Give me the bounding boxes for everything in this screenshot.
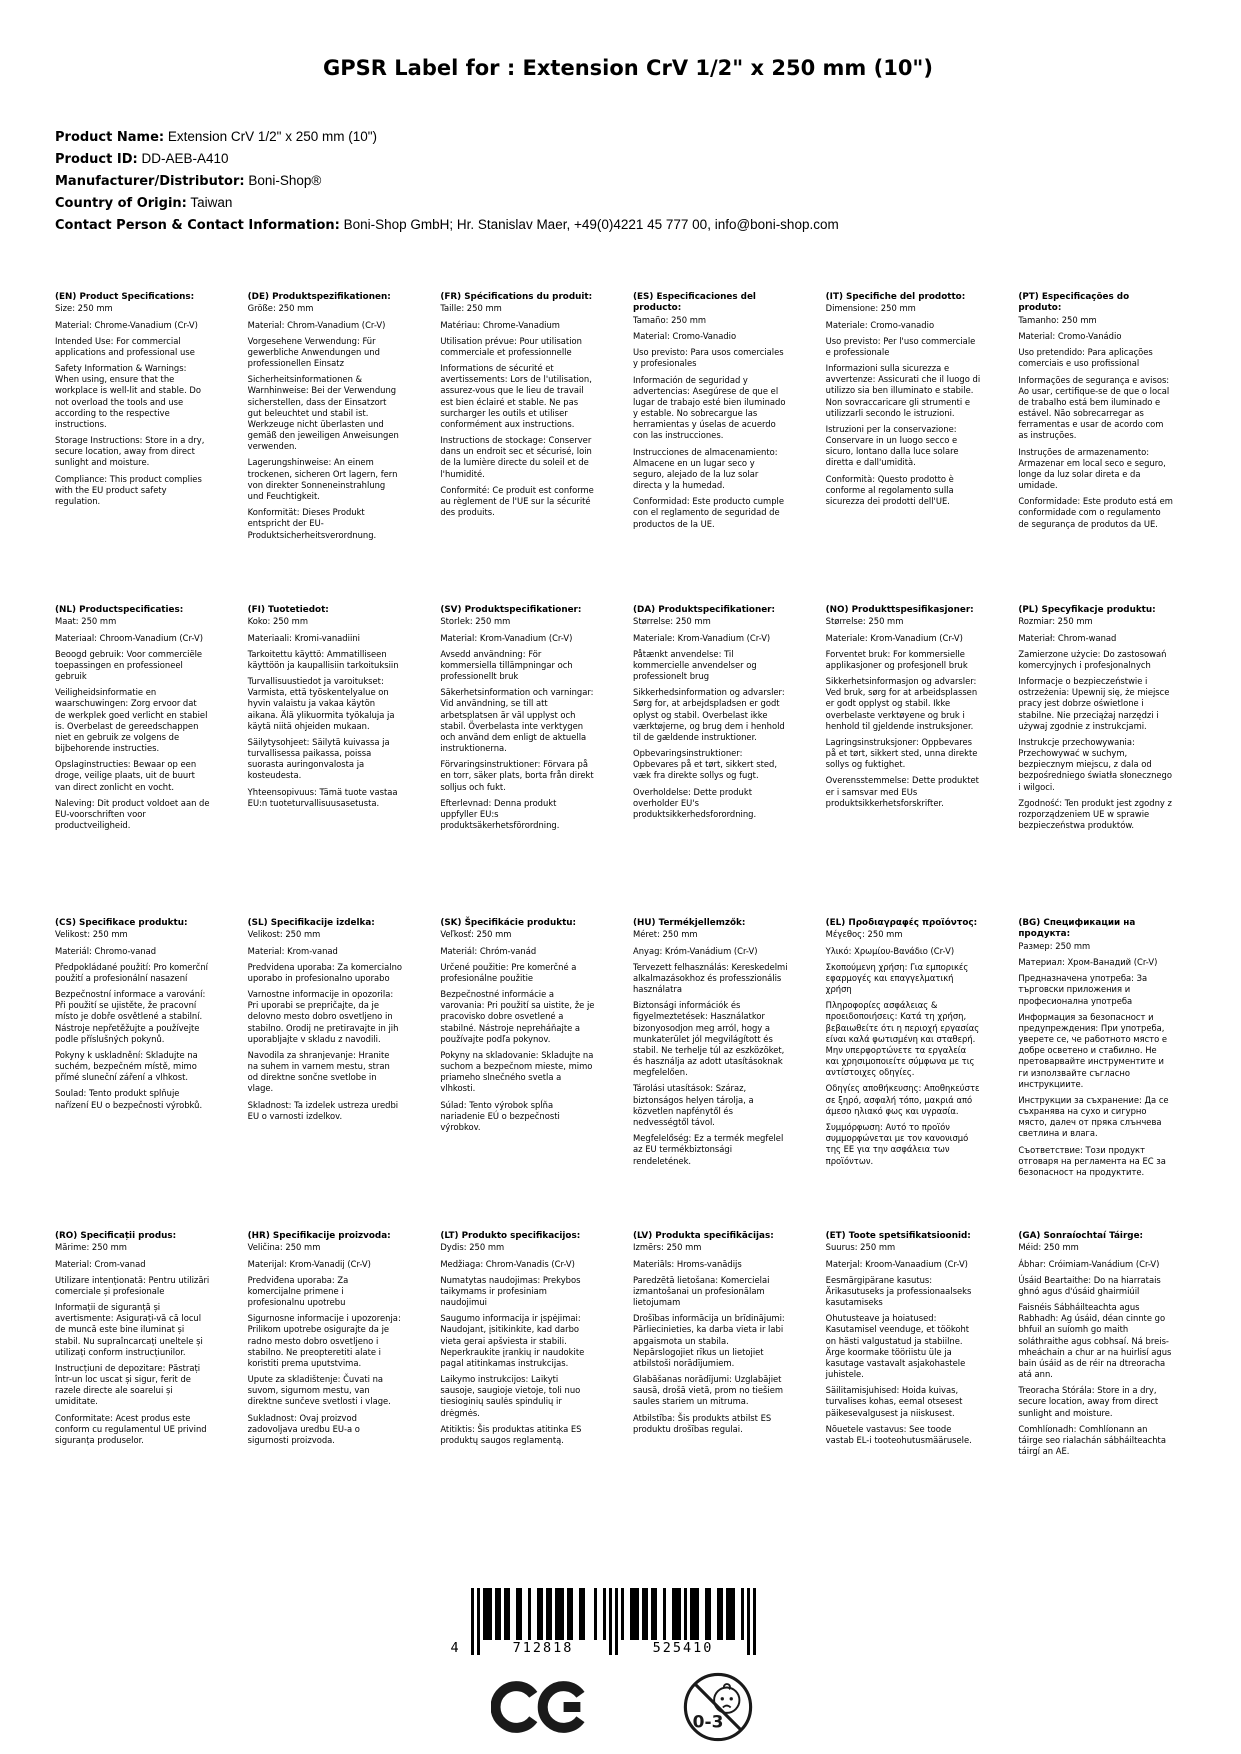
lang-block-lt — [440, 1231, 623, 1544]
lang-block-heading: (BG) Спецификации на продукта: — [1018, 918, 1136, 940]
spec-paragraph: Pokyny k uskladnění: Skladujte na suchém, bezpečném místě, mimo přímé sluneční záření a vlhkost. — [55, 1049, 198, 1083]
product-info-label: Manufacturer/Distributor: — [55, 174, 245, 189]
spec-paragraph: Storlek: 250 mm — [440, 616, 511, 627]
spec-paragraph: Material: Krom-vanad — [247, 945, 338, 956]
product-info-row — [55, 170, 1201, 192]
barcode-digit-left: 4 — [450, 1640, 461, 1656]
spec-paragraph: Súlad: Tento výrobok spĺňa nariadenie EÚ o bezpečnosti výrobkov. — [440, 1099, 560, 1132]
product-info-value: Extension CrV 1/2" x 250 mm (10") — [164, 129, 378, 144]
spec-paragraph: Información de seguridad y advertencias: Asegúrese de que el lugar de trabajo esté bien iluminado y estable. No sobrecargue las herramientas y úselas de acuerdo con las instrucciones. — [633, 374, 786, 441]
lang-block-heading: (SV) Produktspecifikationer: — [440, 605, 582, 615]
lang-block-en — [55, 292, 238, 605]
spec-paragraph: Σκοπούμενη χρήση: Για εμπορικές εφαρμογές και επαγγελματική χρήση — [825, 961, 969, 995]
lang-block-hr — [248, 1231, 431, 1544]
spec-paragraph: Overholdelse: Dette produkt overholder EU's produktsikkerhedsforordning. — [633, 786, 757, 819]
spec-paragraph: Upute za skladištenje: Čuvati na suvom, sigurnom mestu, van direktne sunčeve svetlosti i vlage. — [247, 1374, 391, 1407]
spec-paragraph: Informacje o bezpieczeństwie i ostrzeżenia: Upewnij się, że miejsce pracy jest dobrze oświetlone i stabilne. Nie przeciążaj narzędzi i używaj zgodnie z instrukcjami. — [1018, 676, 1170, 731]
product-info-row — [55, 126, 1201, 148]
spec-paragraph: Съответствие: Този продукт отговаря на регламента на ЕС за безопасност на продуктите. — [1018, 1144, 1166, 1177]
spec-paragraph: Tamaño: 250 mm — [633, 314, 707, 325]
spec-paragraph: Turvallisuustiedot ja varoitukset: Varmista, että työskentelyalue on hyvin valaistu ja vakaa käytön aikana. Älä ylikuormita työkaluja ja käytä niitä ohjeiden mukaan. — [247, 676, 395, 731]
spec-paragraph: Předpokládané použití: Pro komerční použití a profesionální nasazení — [55, 961, 208, 983]
spec-paragraph: Mărime: 250 mm — [55, 1242, 127, 1253]
barcode — [450, 1588, 756, 1658]
lang-block-de — [248, 292, 431, 605]
lang-block-sv — [440, 605, 623, 918]
spec-paragraph: Utilisation prévue: Pour utilisation commerciale et professionnelle — [440, 335, 582, 357]
spec-paragraph: Medžiaga: Chrom-Vanadis (Cr-V) — [440, 1258, 575, 1269]
product-info-row — [55, 214, 1201, 236]
spec-paragraph: Størrelse: 250 mm — [633, 616, 711, 627]
spec-paragraph: Veličina: 250 mm — [247, 1242, 321, 1253]
spec-paragraph: Varnostne informacije in opozorila: Pri uporabi se prepričajte, da je delovno mesto dobro osvetljeno in stabilno. Orodij ne pretiravajte in jih uporabljajte v skladu z navodili. — [247, 989, 399, 1044]
spec-paragraph: Materiał: Chrom-wanad — [1018, 632, 1117, 643]
lang-block-sk — [440, 918, 623, 1231]
lang-block-heading: (FR) Spécifications du produit: — [440, 292, 593, 302]
lang-block-no — [826, 605, 1009, 918]
spec-paragraph: Materiale: Krom-Vanadium (Cr-V) — [825, 632, 963, 643]
age-warning-icon — [681, 1670, 755, 1744]
spec-paragraph: Intended Use: For commercial applications and professional use — [55, 335, 195, 357]
spec-paragraph: Material: Cromo-Vanadio — [633, 331, 737, 342]
lang-block-heading: (HU) Termékjellemzők: — [633, 918, 746, 928]
spec-paragraph: Μέγεθος: 250 mm — [825, 929, 903, 940]
age-warning-text: 0-3 — [692, 1712, 724, 1733]
spec-paragraph: Materjal: Kroom-Vanaadium (Cr-V) — [825, 1258, 968, 1269]
product-info-label: Product ID: — [55, 152, 138, 167]
spec-paragraph: Matériau: Chrome-Vanadium — [440, 319, 560, 330]
spec-paragraph: Úsáid Beartaithe: Do na hiarratais ghnó agus d'úsáid ghairmiúil — [1018, 1274, 1161, 1296]
spec-paragraph: Instrukcje przechowywania: Przechowywać w suchym, bezpiecznym miejscu, z dala od bezpośredniego światła słonecznego i wilgoci. — [1018, 736, 1172, 792]
spec-paragraph: Dydis: 250 mm — [440, 1242, 505, 1253]
product-info-value: DD-AEB-A410 — [137, 151, 229, 166]
lang-block-hu — [633, 918, 816, 1231]
footer — [55, 1588, 1201, 1744]
symbols-row — [491, 1670, 755, 1744]
spec-paragraph: Eesmärgipärane kasutus: Ärikasutuseks ja professionaalseks kasutamiseks — [825, 1274, 972, 1308]
spec-paragraph: Predviđena uporaba: Za komercijalne primene i profesionalnu upotrebu — [247, 1274, 349, 1308]
lang-block-el — [826, 918, 1009, 1231]
spec-paragraph: Πληροφορίες ασφάλειας & προειδοποιήσεις: Κατά τη χρήση, βεβαιωθείτε ότι η περιοχή εργασίας είναι καλά φωτισμένη και σταθερή. Μην υπερφορτώνετε τα εργαλεία και χρησιμοποιείτε σύμφωνα με τις αντίστοιχες οδηγίες. — [825, 1000, 980, 1078]
spec-paragraph: Comhlíonadh: Comhlíonann an táirge seo rialachán sábháilteachta táirgí an AE. — [1018, 1423, 1166, 1457]
lang-block-heading: (PL) Specyfikacje produktu: — [1018, 605, 1156, 615]
spec-paragraph: Materiāls: Hroms-vanādijs — [633, 1258, 742, 1269]
lang-block-nl — [55, 605, 238, 918]
spec-paragraph: Sigurnosne informacije i upozorenja: Prilikom upotrebe osigurajte da je radno mesto dobro osvetljeno i stabilno. Ne preopteretiti alate i koristiti prema uputstvima. — [247, 1313, 401, 1368]
spec-paragraph: Materiál: Chromo-vanad — [55, 945, 157, 956]
lang-block-heading: (LV) Produkta specifikācijas: — [633, 1231, 774, 1241]
spec-paragraph: Beoogd gebruik: Voor commerciële toepassingen en professioneel gebruik — [55, 648, 203, 682]
spec-paragraph: Anyag: Króm-Vanádium (Cr-V) — [633, 945, 758, 956]
spec-paragraph: Συμμόρφωση: Αυτό το προϊόν συμμορφώνεται με τον κανονισμό της ΕΕ για την ασφάλεια των προϊόντων. — [825, 1122, 969, 1166]
spec-paragraph: Zgodność: Ten produkt jest zgodny z rozporządzeniem UE w sprawie bezpieczeństwa produktów. — [1018, 797, 1172, 831]
spec-paragraph: Paredzētā lietošana: Komercielai izmantošanai un profesionālam lietojumam — [633, 1274, 770, 1308]
spec-paragraph: Инструкции за съхранение: Да се съхранява на сухо и сигурно място, далеч от пряка слънчева светлина и влага. — [1018, 1094, 1169, 1139]
spec-paragraph: Compliance: This product complies with the EU product safety regulation. — [55, 473, 202, 506]
lang-block-fr — [440, 292, 623, 605]
lang-block-ga — [1018, 1231, 1201, 1544]
spec-paragraph: Sikkerhetsinformasjon og advarsler: Ved bruk, sørg for at arbeidsplassen er godt opplyst og stabil. Ikke overbelaste verktøyene og bruk i henhold til gjeldende instruksjoner. — [825, 676, 978, 731]
spec-paragraph: Bezpečnostné informácie a varovania: Pri použití sa uistite, že je pracovisko dobre osvetlené a stabilné. Nástroje nepreháňajte a používajte podľa pokynov. — [440, 989, 595, 1044]
lang-block-es — [633, 292, 816, 605]
spec-paragraph: Οδηγίες αποθήκευσης: Αποθηκεύστε σε ξηρό, ασφαλή τόπο, μακριά από άμεσο ηλιακό φως και υγρασία. — [825, 1083, 980, 1116]
spec-paragraph: Veľkosť: 250 mm — [440, 929, 512, 940]
spec-paragraph: Konformität: Dieses Produkt entspricht der EU-Produktsicherheitsverordnung. — [247, 507, 377, 540]
product-info-label: Contact Person & Contact Information: — [55, 218, 340, 233]
spec-paragraph: Méid: 250 mm — [1018, 1242, 1079, 1253]
spec-paragraph: Material: Chrom-Vanadium (Cr-V) — [247, 319, 386, 330]
spec-paragraph: Tamanho: 250 mm — [1018, 314, 1097, 325]
spec-paragraph: Storage Instructions: Store in a dry, secure location, away from direct sunlight and moisture. — [55, 435, 205, 468]
spec-paragraph: Predvidena uporaba: Za komercialno uporabo in profesionalno uporabo — [247, 961, 402, 983]
lang-block-da — [633, 605, 816, 918]
spec-paragraph: Sicherheitsinformationen & Warnhinweise: Bei der Verwendung sicherstellen, dass der Einsatzort gut beleuchtet und stabil ist. Werkzeuge nicht überlasten und gemäß den jeweiligen Anweisungen verwenden. — [247, 374, 399, 452]
spec-paragraph: Säkerhetsinformation och varningar: Vid användning, se till att arbetsplatsen är väl upplyst och stabil. Överbelasta inte verktygen och använd dem enligt de aktuella instruktionerna. — [440, 687, 594, 754]
spec-paragraph: Soulad: Tento produkt splňuje nařízení EU o bezpečnosti výrobků. — [55, 1088, 203, 1110]
spec-paragraph: Informações de segurança e avisos: Ao usar, certifique-se de que o local de trabalho está bem iluminado e estável. Não sobrecarregar as ferramentas e usar de acordo com as instruções. — [1018, 374, 1170, 441]
spec-paragraph: Instruções de armazenamento: Armazenar em local seco e seguro, longe da luz solar direta e da umidade. — [1018, 446, 1166, 491]
spec-paragraph: Naleving: Dit product voldoet aan de EU-voorschriften voor productveiligheid. — [55, 797, 210, 831]
spec-paragraph: Atitiktis: Šis produktas atitinka ES produktų saugos reglamentą. — [440, 1423, 582, 1445]
spec-paragraph: Forventet bruk: For kommersielle applikasjoner og profesjonell bruk — [825, 648, 968, 670]
spec-paragraph: Avsedd användning: För kommersiella tillämpningar och professionellt bruk — [440, 648, 573, 682]
product-info-label: Country of Origin: — [55, 196, 187, 211]
spec-paragraph: Megfelelőség: Ez a termék megfelel az EU termékbiztonsági rendeletének. — [633, 1133, 784, 1166]
spec-paragraph: Informații de siguranță și avertismente: Asigurați-vă că locul de muncă este bine iluminat și stabil. Nu supraîncarcați uneltele și utilizați conform instrucțiunilor. — [55, 1302, 203, 1357]
language-grid — [55, 292, 1201, 1544]
product-info-label: Product Name: — [55, 130, 165, 145]
spec-paragraph: Vorgesehene Verwendung: Für gewerbliche Anwendungen und professionellen Einsatz — [247, 335, 380, 369]
lang-block-heading: (DE) Produktspezifikationen: — [247, 292, 391, 302]
lang-block-heading: (NO) Produkttspesifikasjoner: — [825, 605, 974, 615]
spec-paragraph: Размер: 250 mm — [1018, 940, 1091, 951]
spec-paragraph: Påtænkt anvendelse: Til kommercielle anvendelser og professionelt brug — [633, 648, 757, 682]
lang-block-pt — [1018, 292, 1201, 605]
spec-paragraph: Uso pretendido: Para aplicações comerciais e uso profissional — [1018, 347, 1153, 369]
lang-block-it — [826, 292, 1009, 605]
lang-block-ro — [55, 1231, 238, 1544]
spec-paragraph: Информация за безопасност и предупреждения: При употреба, уверете се, че работното място е добре осветено и стабилно. Не претоварвайте инструментите и ги използвайте съгласно инструкциите. — [1018, 1011, 1168, 1089]
spec-paragraph: Instrucțiuni de depozitare: Păstrați într-un loc uscat și sigur, ferit de razele directe ale soarelui și umiditate. — [55, 1362, 201, 1407]
spec-paragraph: Drošības informācija un brīdinājumi: Pārliecinieties, ka darba vieta ir labi apgaismota un stabila. Nepārslogojiet rīkus un lietojiet atbilstoši norādījumiem. — [633, 1313, 785, 1368]
spec-paragraph: Uso previsto: Para usos comerciales y profesionales — [633, 347, 784, 369]
spec-paragraph: Opslaginstructies: Bewaar op een droge, veilige plaats, uit de buurt van direct zonlicht en vocht. — [55, 759, 197, 792]
spec-paragraph: Material: Krom-Vanadium (Cr-V) — [440, 632, 573, 643]
spec-paragraph: Bezpečnostní informace a varování: Při použití se ujistěte, že pracovní místo je dobře osvětlené a stabilní. Nástroje nepřetěžujte a používejte podle příslušných pokynů. — [55, 989, 206, 1044]
spec-paragraph: Ohutusteave ja hoiatused: Kasutamisel veenduge, et töökoht on hästi valgustatud ja stabiilne. Ärge koormake tööriistu üle ja kasutage vastavalt asjakohastele juhistele. — [825, 1313, 970, 1380]
spec-paragraph: Instructions de stockage: Conserver dans un endroit sec et sécurisé, loin de la lumière directe du soleil et de l'humidité. — [440, 435, 592, 479]
spec-paragraph: Glabāšanas norādījumi: Uzglabājiet sausā, drošā vietā, prom no tiešiem saules stariem un mitruma. — [633, 1374, 784, 1407]
lang-block-heading: (NL) Productspecificaties: — [55, 605, 184, 615]
spec-paragraph: Zamierzone użycie: Do zastosowań komercyjnych i profesjonalnych — [1018, 648, 1167, 670]
spec-paragraph: Material: Crom-vanad — [55, 1258, 146, 1269]
barcode-module — [753, 1588, 756, 1655]
lang-block-heading: (ET) Toote spetsifikatsioonid: — [825, 1231, 971, 1241]
spec-paragraph: Sukladnost: Ovaj proizvod zadovoljava uredbu EU-a o sigurnosti proizvoda. — [247, 1412, 360, 1445]
lang-block-heading: (PT) Especificações do produto: — [1018, 292, 1130, 314]
spec-paragraph: Laikymo instrukcijos: Laikyti sausoje, saugioje vietoje, toli nuo tiesioginių saulės spindulių ir drėgmės. — [440, 1374, 581, 1418]
barcode-digits-group2: 525410 — [622, 1640, 745, 1656]
spec-paragraph: Safety Information & Warnings: When using, ensure that the workplace is well-lit and stable. Do not overload the tools and use according to the respective instructions. — [55, 363, 201, 429]
spec-paragraph: Izmērs: 250 mm — [633, 1242, 702, 1253]
spec-paragraph: Určené použitie: Pre komerčné a profesionálne použitie — [440, 961, 577, 983]
spec-paragraph: Conformitate: Acest produs este conform cu regulamentul UE privind siguranța produselor. — [55, 1412, 207, 1445]
spec-paragraph: Biztonsági információk és figyelmeztetések: Használatkor bizonyosodjon meg arról, hogy a munkaterület jól megvilágított és stabil. Ne terhelje túl az eszközöket, és használja az adott utasításoknak megfelelően. — [633, 1000, 785, 1078]
lang-block-heading: (FI) Tuotetiedot: — [247, 605, 329, 615]
product-info-value: Taiwan — [186, 195, 233, 210]
spec-paragraph: Material: Chrome-Vanadium (Cr-V) — [55, 319, 198, 330]
spec-paragraph: Υλικό: Χρωμίου-Βανάδιο (Cr-V) — [825, 945, 955, 956]
spec-paragraph: Material: Cromo-Vanádio — [1018, 331, 1122, 342]
spec-paragraph: Instrucciones de almacenamiento: Almacene en un lugar seco y seguro, alejado de la luz solar directa y la humedad. — [633, 446, 778, 491]
spec-paragraph: Opbevaringsinstruktioner: Opbevares på et tørt, sikkert sted, væk fra direkte sollys og fugt. — [633, 748, 777, 781]
lang-block-heading: (ES) Especificaciones del producto: — [633, 292, 756, 314]
lang-block-bg — [1018, 918, 1201, 1231]
spec-paragraph: Navodila za shranjevanje: Hranite na suhem in varnem mestu, stran od direktne sončne svetlobe in vlage. — [247, 1049, 390, 1094]
lang-block-heading: (IT) Specifiche del prodotto: — [825, 292, 966, 302]
spec-paragraph: Saugumo informacija ir įspėjimai: Naudojant, įsitikinkite, kad darbo vieta gerai apšviesta ir stabili. Neperkraukite įrankių ir naudokite pagal atitinkamas instrukcijas. — [440, 1313, 585, 1368]
lang-block-heading: (SK) Špecifikácie produktu: — [440, 918, 577, 928]
spec-paragraph: Maat: 250 mm — [55, 616, 117, 627]
spec-paragraph: Méret: 250 mm — [633, 929, 698, 940]
spec-paragraph: Efterlevnad: Denna produkt uppfyller EU:s produktsäkerhetsförordning. — [440, 797, 560, 831]
spec-paragraph: Lagerungshinweise: An einem trockenen, sicheren Ort lagern, fern von direkter Sonneneinstrahlung und Feuchtigkeit. — [247, 457, 398, 501]
lang-block-heading: (RO) Specificații produs: — [55, 1231, 177, 1241]
lang-block-heading: (GA) Sonraíochtaí Táirge: — [1018, 1231, 1144, 1241]
spec-paragraph: Conformidade: Este produto está em conformidade com o regulamento de segurança de produtos da UE. — [1018, 496, 1173, 529]
spec-paragraph: Faisnéis Sábháilteachta agus Rabhadh: Ag úsáid, déan cinnte go bhfuil an suíomh go maith soláthraithe agus cobhsaí. Ná breis-mheáchain a chur ar na huirlisí agus bain úsáid as de réir na dtreoracha atá ann. — [1018, 1302, 1172, 1380]
spec-paragraph: Tervezett felhasználás: Kereskedelmi alkalmazásokhoz és professzionális használatra — [633, 961, 788, 995]
spec-paragraph: Rozmiar: 250 mm — [1018, 616, 1093, 627]
spec-paragraph: Uso previsto: Per l'uso commerciale e professionale — [825, 335, 976, 357]
spec-paragraph: Velikost: 250 mm — [247, 929, 321, 940]
spec-paragraph: Conformité: Ce produit est conforme au règlement de l'UE sur la sécurité des produits. — [440, 484, 594, 518]
lang-block-lv — [633, 1231, 816, 1544]
spec-paragraph: Informations de sécurité et avertissements: Lors de l'utilisation, assurez-vous que le lieu de travail est bien éclairé et stable. Ne pas surcharger les outils et utiliser conformément aux instructions. — [440, 363, 592, 429]
lang-block-heading: (LT) Produkto specifikacijos: — [440, 1231, 581, 1241]
spec-paragraph: Numatytas naudojimas: Prekybos taikymams ir profesiniam naudojimui — [440, 1274, 581, 1308]
spec-paragraph: Utilizare intenționată: Pentru utilizări comerciale și profesionale — [55, 1274, 210, 1296]
lang-block-heading: (EN) Product Specifications: — [55, 292, 195, 302]
spec-paragraph: Pokyny na skladovanie: Skladujte na suchom a bezpečnom mieste, mimo priameho slnečného svetla a vlhkosti. — [440, 1049, 594, 1094]
spec-paragraph: Предназначена употреба: За търговски приложения и професионална употреба — [1018, 973, 1148, 1006]
lang-block-et — [826, 1231, 1009, 1544]
spec-paragraph: Materiál: Chróm-vanád — [440, 945, 537, 956]
lang-block-sl — [248, 918, 431, 1231]
spec-paragraph: Informazioni sulla sicurezza e avvertenze: Assicurati che il luogo di utilizzo sia ben illuminato e stabile. Non sovraccaricare gli strumenti e utilizzarli secondo le istruzioni. — [825, 363, 981, 418]
spec-paragraph: Skladnost: Ta izdelek ustreza uredbi EU o varnosti izdelkov. — [247, 1099, 399, 1121]
spec-paragraph: Ábhar: Cróimiam-Vanádium (Cr-V) — [1018, 1258, 1160, 1269]
spec-paragraph: Overensstemmelse: Dette produktet er i samsvar med EUs produktsikkerhetsforskrifter. — [825, 775, 979, 808]
lang-block-heading: (EL) Προδιαγραφές προϊόντος: — [825, 918, 978, 928]
spec-paragraph: Materijal: Krom-Vanadij (Cr-V) — [247, 1258, 371, 1269]
spec-paragraph: Yhteensopivuus: Tämä tuote vastaa EU:n tuoteturvallisuusasetusta. — [247, 786, 398, 808]
product-info-value: Boni-Shop GmbH; Hr. Stanislav Maer, +49(0)4221 45 777 00, info@boni-shop.com — [339, 217, 839, 232]
spec-paragraph: Säilytysohjeet: Säilytä kuivassa ja turvallisessa paikassa, poissa suorasta auringonvalosta ja kosteudesta. — [247, 736, 390, 781]
spec-paragraph: Veiligheidsinformatie en waarschuwingen: Zorg ervoor dat de werkplek goed verlicht en stabiel is. Overbelast de gereedschappen niet en gebruik ze volgens de bijbehorende instructies. — [55, 687, 208, 754]
spec-paragraph: Materiale: Cromo-vanadio — [825, 319, 935, 330]
spec-paragraph: Size: 250 mm — [55, 303, 113, 314]
spec-paragraph: Suurus: 250 mm — [825, 1242, 896, 1253]
spec-paragraph: Материал: Хром-Ванадий (Cr-V) — [1018, 957, 1158, 968]
spec-paragraph: Materiaali: Kromi-vanadiini — [247, 632, 360, 643]
spec-paragraph: Atbilstība: Šis produkts atbilst ES produktu drošības regulai. — [633, 1412, 772, 1434]
spec-paragraph: Taille: 250 mm — [440, 303, 502, 314]
ce-mark-icon — [491, 1677, 589, 1737]
product-info-row — [55, 148, 1201, 170]
spec-paragraph: Lagringsinstruksjoner: Oppbevares på et tørt, sikkert sted, unna direkte sollys og fuktighet. — [825, 736, 978, 770]
lang-block-pl — [1018, 605, 1201, 918]
lang-block-heading: (HR) Specifikacije proizvoda: — [247, 1231, 391, 1241]
spec-paragraph: Koko: 250 mm — [247, 616, 308, 627]
spec-paragraph: Treoracha Stórála: Store in a dry, secure location, away from direct sunlight and moisture. — [1018, 1385, 1159, 1418]
spec-paragraph: Conformità: Questo prodotto è conforme al regolamento sulla sicurezza dei prodotti dell'UE. — [825, 473, 954, 506]
spec-paragraph: Materiaal: Chroom-Vanadium (Cr-V) — [55, 632, 203, 643]
spec-paragraph: Sikkerhedsinformation og advarsler: Sørg for, at arbejdspladsen er godt oplyst og stabil. Overbelast ikke værktøjerne, og brug dem i henhold til de gældende instruktioner. — [633, 687, 785, 742]
spec-paragraph: Størrelse: 250 mm — [825, 616, 904, 627]
spec-paragraph: Materiale: Krom-Vanadium (Cr-V) — [633, 632, 771, 643]
product-info — [55, 126, 1201, 236]
spec-paragraph: Tárolási utasítások: Száraz, biztonságos helyen tárolja, a közvetlen napfénytől és nedvességtől távol. — [633, 1083, 754, 1127]
lang-block-heading: (DA) Produktspecifikationer: — [633, 605, 776, 615]
spec-paragraph: Velikost: 250 mm — [55, 929, 128, 940]
lang-block-heading: (SL) Specifikacije izdelka: — [247, 918, 375, 928]
spec-paragraph: Förvaringsinstruktioner: Förvara på en torr, säker plats, borta från direkt solljus och fukt. — [440, 759, 594, 792]
barcode-digits-group1: 712818 — [482, 1640, 605, 1656]
spec-paragraph: Säilitamisjuhised: Hoida kuivas, turvalises kohas, eemal otsesest päikesevalgusest ja niiskusest. — [825, 1385, 963, 1418]
lang-block-fi — [248, 605, 431, 918]
spec-paragraph: Nõuetele vastavus: See toode vastab EL-i tooteohutusmäärusele. — [825, 1423, 972, 1445]
product-info-value: Boni-Shop® — [244, 173, 322, 188]
page-title: GPSR Label for : Extension CrV 1/2" x 250 mm (10") — [323, 56, 933, 80]
spec-paragraph: Istruzioni per la conservazione: Conservare in un luogo secco e sicuro, lontano dalla luce solare diretta e dall'umidità. — [825, 423, 959, 468]
spec-paragraph: Dimensione: 250 mm — [825, 303, 916, 314]
lang-block-cs — [55, 918, 238, 1231]
spec-paragraph: Größe: 250 mm — [247, 303, 314, 314]
spec-paragraph: Conformidad: Este producto cumple con el reglamento de seguridad de productos de la UE. — [633, 496, 784, 529]
product-info-row — [55, 192, 1201, 214]
spec-paragraph: Tarkoitettu käyttö: Ammatilliseen käyttöön ja kaupallisiin tarkoituksiin — [247, 648, 399, 670]
lang-block-heading: (CS) Specifikace produktu: — [55, 918, 188, 928]
